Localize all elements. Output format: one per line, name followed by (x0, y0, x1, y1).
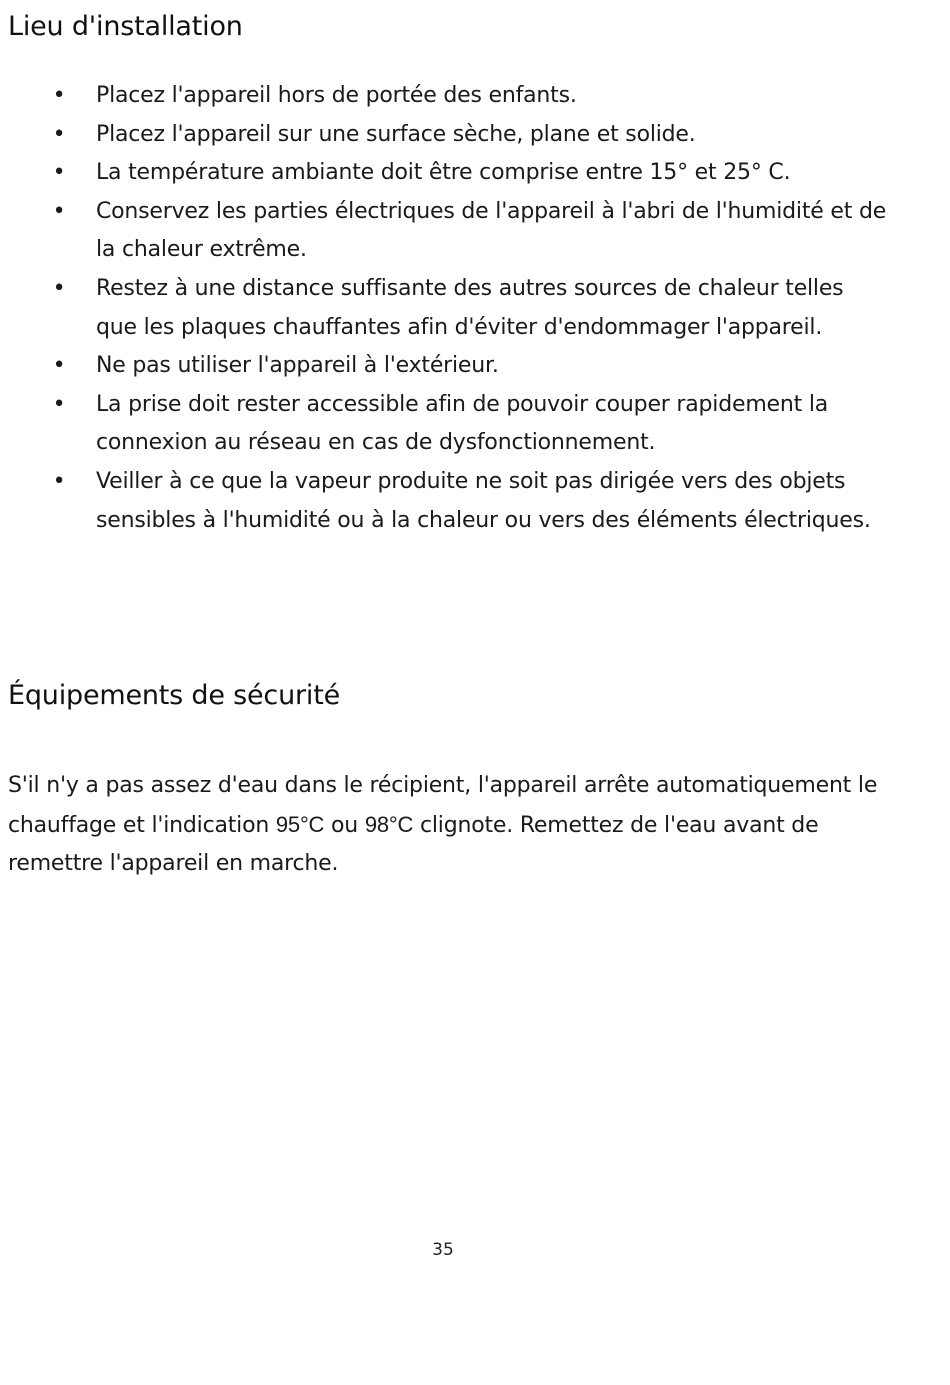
paragraph-text: S'il n'y a pas assez d'eau dans le récipient, l'appareil arrête automatiquement le chauffage et l'indication (8, 773, 878, 838)
bullet-icon: • (52, 198, 66, 224)
bullet-icon: • (52, 160, 66, 186)
list-item (8, 386, 888, 463)
list-item-text: Restez à une distance suffisante des autres sources de chaleur telles que les plaques chauffantes afin d'éviter d'endommager l'appareil. (96, 275, 844, 340)
paragraph-text: clignote. Remettez de l'eau avant de remettre l'appareil en marche. (8, 812, 819, 877)
bullet-icon: • (52, 121, 66, 147)
list-item-text: Placez l'appareil sur une surface sèche, plane et solide. (96, 121, 696, 147)
page-number: 35 (432, 1240, 454, 1260)
list-item (8, 463, 888, 540)
list-item-text: Veiller à ce que la vapeur produite ne soit pas dirigée vers des objets sensibles à l'humidité ou à la chaleur ou vers des éléments électriques. (96, 468, 871, 533)
list-item (8, 347, 888, 386)
bullet-icon: • (52, 275, 66, 301)
bullet-icon: • (52, 468, 66, 494)
bullet-icon: • (52, 353, 66, 379)
list-item-text: Conservez les parties électriques de l'appareil à l'abri de l'humidité et de la chaleur extrême. (96, 198, 887, 263)
list-item (8, 270, 888, 347)
temperature-value: 95°C (275, 811, 325, 837)
list-item-text: Placez l'appareil hors de portée des enfants. (96, 83, 577, 108)
list-item (8, 116, 888, 155)
section-heading-securite: Équipements de sécurité (8, 680, 340, 711)
section-heading-installation: Lieu d'installation (8, 11, 243, 42)
installation-list (8, 77, 888, 540)
list-item (8, 77, 888, 116)
securite-paragraph (8, 767, 888, 884)
list-item-text: La prise doit rester accessible afin de pouvoir couper rapidement la connexion au réseau en cas de dysfonctionnement. (96, 391, 829, 456)
paragraph-text: ou (324, 812, 365, 838)
bullet-icon: • (52, 83, 66, 108)
list-item (8, 154, 888, 193)
list-item (8, 193, 888, 270)
temperature-value: 98°C (364, 811, 414, 837)
list-item-text: Ne pas utiliser l'appareil à l'extérieur. (96, 353, 499, 379)
bullet-icon: • (52, 391, 66, 417)
list-item-text: La température ambiante doit être comprise entre 15° et 25° C. (96, 160, 791, 186)
